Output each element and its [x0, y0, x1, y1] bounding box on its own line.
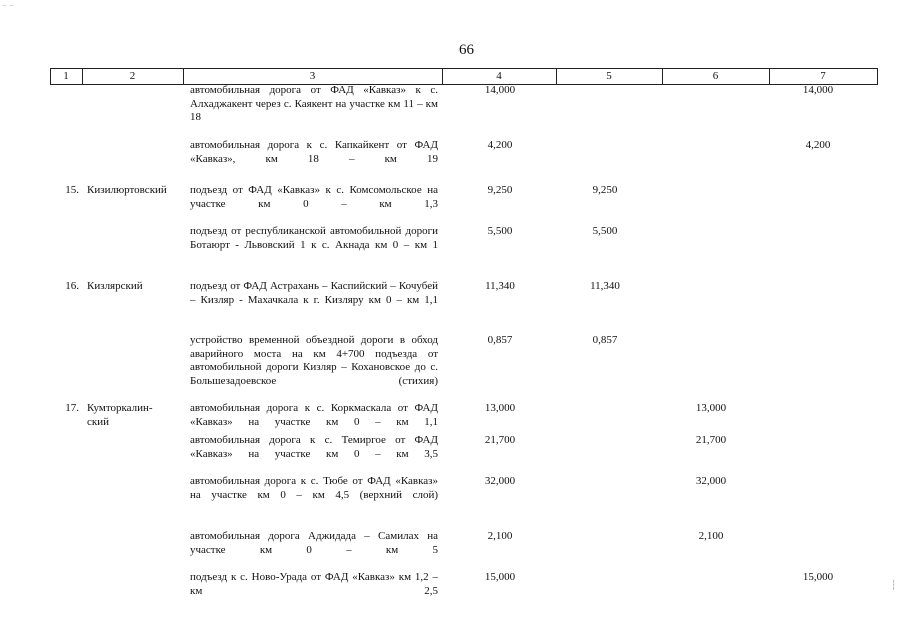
district-name: Кизилюртовский — [87, 184, 167, 196]
column-header: 2 — [129, 70, 136, 82]
column-header: 1 — [63, 70, 69, 82]
col6-value: 21,700 — [695, 434, 727, 446]
row-number: 15. — [65, 184, 79, 196]
road-description: устройство временной объездной дороги в обход аварийного моста на км 4+700 подъезда от автомобильной дороги Кизляр – Кохановское до с. Большезадоевское (стихия) — [190, 334, 438, 387]
total-value: 21,700 — [484, 434, 516, 446]
col6-value: 32,000 — [695, 475, 727, 487]
district-name: Кизлярский — [87, 280, 143, 292]
road-description: подъезд от ФАД «Кавказ» к с. Комсомольское на участке км 0 – км 1,3 — [190, 184, 438, 210]
road-description: автомобильная дорога Аджидада – Самилах на участке км 0 – км 5 — [190, 530, 438, 556]
total-value: 14,000 — [484, 84, 516, 96]
row-number: 16. — [65, 280, 79, 292]
total-value: 13,000 — [484, 402, 516, 414]
total-value: 0,857 — [487, 334, 513, 346]
col7-value: 4,200 — [805, 139, 831, 151]
col5-value: 9,250 — [592, 184, 618, 196]
road-description: автомобильная дорога к с. Капкайкент от ФАД «Кавказ», км 18 – км 19 — [190, 139, 438, 165]
road-description: автомобильная дорога к с. Коркмаскала от ФАД «Кавказ» на участке км 0 – км 1,1 — [190, 402, 438, 428]
total-value: 11,340 — [485, 280, 515, 292]
total-value: 5,500 — [487, 225, 513, 237]
total-value: 32,000 — [484, 475, 516, 487]
total-value: 9,250 — [487, 184, 513, 196]
total-value: 15,000 — [484, 571, 516, 583]
col6-value: 2,100 — [698, 530, 724, 542]
scan-mark: ⁻ ⁻ — [2, 2, 14, 12]
row-number: 17. — [65, 402, 79, 414]
table-column-divider — [877, 68, 878, 84]
column-header: 4 — [496, 70, 502, 82]
column-header: 7 — [820, 70, 826, 82]
road-description: автомобильная дорога к с. Тюбе от ФАД «Кавказ» на участке км 0 – км 4,5 (верхний слой) — [190, 475, 438, 501]
road-description: подъезд к с. Ново-Урада от ФАД «Кавказ» км 1,2 – км 2,5 — [190, 571, 438, 597]
column-header: 3 — [309, 70, 316, 82]
total-value: 2,100 — [487, 530, 513, 542]
column-header: 6 — [712, 70, 719, 82]
col7-value: 15,000 — [802, 571, 834, 583]
col6-value: 13,000 — [695, 402, 727, 414]
col5-value: 5,500 — [592, 225, 618, 237]
road-description: подъезд от ФАД Астрахань – Каспийский – Кочубей – Кизляр - Махачкала к г. Кизляру км 0 – км 1,1 — [190, 280, 438, 306]
total-value: 4,200 — [487, 139, 513, 151]
col7-value: 14,000 — [802, 84, 834, 96]
scan-mark: ┆ — [891, 580, 897, 590]
col5-value: 11,340 — [590, 280, 620, 292]
road-description: автомобильная дорога от ФАД «Кавказ» к с. Алхаджакент через с. Каякент на участке км 11 – км 18 — [190, 84, 438, 123]
road-description: автомобильная дорога к с. Темиргое от ФАД «Кавказ» на участке км 0 – км 3,5 — [190, 434, 438, 460]
district-name: Кумторкалин-ский — [87, 402, 153, 428]
page-number: 66 — [459, 42, 474, 58]
road-description: подъезд от республиканской автомобильной дороги Ботаюрт - Львовский 1 к с. Акнада км 0 – км 1 — [190, 225, 438, 251]
column-header: 5 — [606, 70, 612, 82]
col5-value: 0,857 — [592, 334, 618, 346]
